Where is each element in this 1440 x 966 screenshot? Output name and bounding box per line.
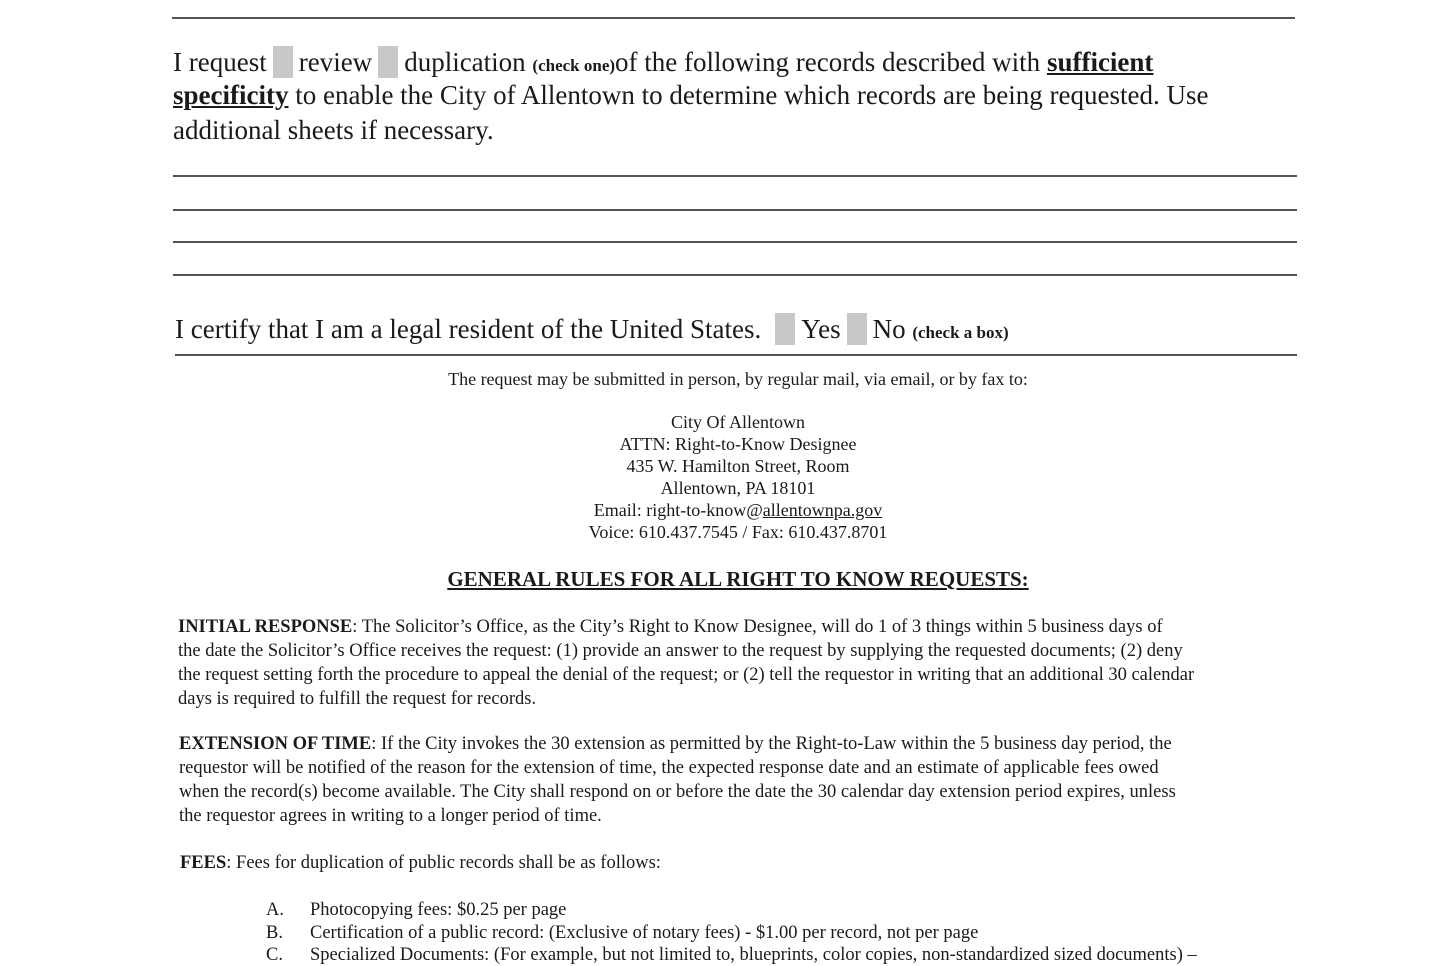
email-link[interactable]: allentownpa.gov xyxy=(762,500,883,520)
request-text-3: to enable the City of Allentown to determine which records are being requested. Use xyxy=(295,80,1209,110)
request-text-4: additional sheets if necessary. xyxy=(173,115,494,145)
fee-letter-b: B. xyxy=(266,923,283,943)
no-label: No xyxy=(872,314,906,344)
general-rules-heading: GENERAL RULES FOR ALL RIGHT TO KNOW REQUESTS: xyxy=(447,567,1029,591)
check-a-box-note: (check a box) xyxy=(912,323,1009,342)
voice-fax-line: Voice: 610.437.7545 / Fax: 610.437.8701 xyxy=(588,522,888,542)
top-divider xyxy=(172,17,1295,19)
yes-label: Yes xyxy=(801,314,841,344)
extension-line-3: when the record(s) become available. The City shall respond on or before the date the 30 calendar day extension period expires, unless xyxy=(179,782,1176,802)
certify-line xyxy=(175,313,1009,345)
initial-response-line-3: the request setting forth the procedure to appeal the denial of the request; or (2) tell the requestor in writing that an additional 30 calendar xyxy=(178,665,1195,685)
duplication-label: duplication xyxy=(404,47,526,77)
address-line-3: 435 W. Hamilton Street, Room xyxy=(626,456,850,476)
address-line-4: Allentown, PA 18101 xyxy=(660,478,816,498)
initial-response-line-1: : The Solicitor’s Office, as the City’s Right to Know Designee, will do 1 of 3 things within 5 business days of xyxy=(352,617,1163,637)
fees-label: FEES xyxy=(180,853,227,873)
write-in-line-4[interactable] xyxy=(173,274,1297,276)
extension-line-4: the requestor agrees in writing to a longer period of time. xyxy=(179,806,602,826)
request-line-2 xyxy=(173,80,1208,111)
extension-label: EXTENSION OF TIME xyxy=(179,734,372,754)
initial-response-line-4: days is required to fulfill the request for records. xyxy=(178,689,537,709)
fee-item-a xyxy=(266,900,566,921)
fee-item-c xyxy=(266,945,1197,966)
fee-text-b: Certification of a public record: (Exclusive of notary fees) - $1.00 per record, not per page xyxy=(310,923,979,943)
certify-text: I certify that I am a legal resident of the United States. xyxy=(175,314,762,344)
yes-checkbox[interactable] xyxy=(775,313,795,345)
address-block xyxy=(0,411,1440,543)
initial-response-line-2: the date the Solicitor’s Office receives the request: (1) provide an answer to the request by supplying the requested documents; (2) deny xyxy=(178,641,1183,661)
address-line-2: ATTN: Right-to-Know Designee xyxy=(619,434,857,454)
fee-item-b xyxy=(266,923,978,944)
emphasis-specificity: specificity xyxy=(173,80,289,110)
request-text-1: I request xyxy=(173,47,267,77)
review-label: review xyxy=(298,47,373,77)
no-checkbox[interactable] xyxy=(847,313,867,345)
extension-line-2: requestor will be notified of the reason for the extension of time, the expected response date and an estimate of applicable fees owed xyxy=(179,758,1159,778)
request-text-2: of the following records described with xyxy=(615,47,1041,77)
address-line-1: City Of Allentown xyxy=(671,412,805,432)
write-in-line-3[interactable] xyxy=(173,241,1297,243)
certify-divider xyxy=(175,354,1297,356)
check-one-note: (check one) xyxy=(532,56,616,75)
review-checkbox[interactable] xyxy=(273,46,293,78)
fee-text-c: Specialized Documents: (For example, but not limited to, blueprints, color copies, non-standardized sized documents) – xyxy=(310,945,1197,965)
initial-response-paragraph xyxy=(178,615,1303,711)
submission-intro: The request may be submitted in person, by regular mail, via email, or by fax to: xyxy=(448,369,1028,389)
write-in-line-1[interactable] xyxy=(173,175,1297,177)
write-in-line-2[interactable] xyxy=(173,209,1297,211)
fee-text-a: Photocopying fees: $0.25 per page xyxy=(310,900,567,920)
email-label: Email: right-to-know@ xyxy=(593,500,763,520)
emphasis-sufficient: sufficient xyxy=(1046,47,1154,77)
duplication-checkbox[interactable] xyxy=(378,46,398,78)
email-line xyxy=(0,499,1440,521)
fees-paragraph xyxy=(180,851,1305,875)
extension-line-1: : If the City invokes the 30 extension as permitted by the Right-to-Law within the 5 business day period, the xyxy=(371,734,1172,754)
fee-letter-a: A. xyxy=(266,900,284,920)
extension-paragraph xyxy=(179,732,1304,828)
fee-letter-c: C. xyxy=(266,945,283,965)
request-line-1 xyxy=(173,46,1153,78)
fees-text: : Fees for duplication of public records shall be as follows: xyxy=(226,853,661,873)
initial-response-label: INITIAL RESPONSE xyxy=(178,617,353,637)
request-line-3 xyxy=(173,115,494,146)
